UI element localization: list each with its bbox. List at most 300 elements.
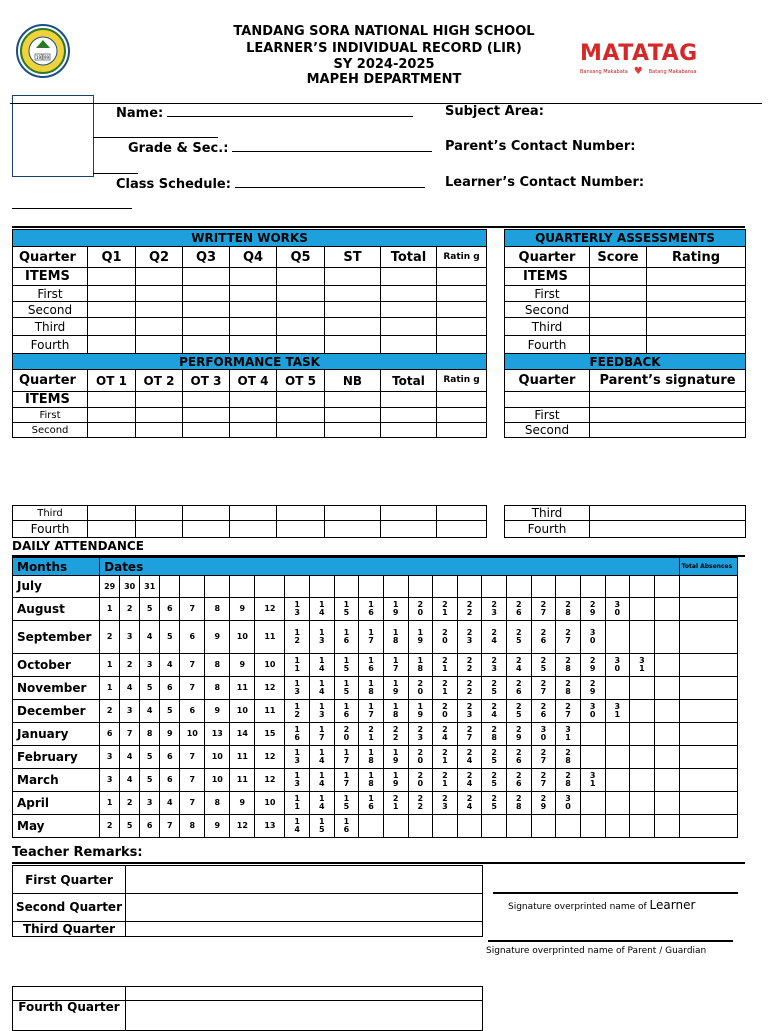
attendance-date [457,769,482,792]
date-value: 9 [214,706,221,715]
attendance-date [383,769,408,792]
date-value: 31 [614,702,621,719]
date-value: 13 [294,600,300,617]
attendance-date [654,576,679,598]
attendance-month: February [13,746,100,769]
date-value: 30 [614,656,621,673]
date-value: 28 [516,794,522,811]
date-value: 20 [417,771,424,788]
attendance-month: May [13,815,100,838]
date-value: 14 [319,794,325,811]
attendance-date [100,598,120,621]
date-value: 7 [126,729,133,738]
attendance-date [334,700,359,723]
attendance-date [285,677,310,700]
attendance-date [507,576,532,598]
pt-h-ot1: OT 1 [88,370,136,392]
date-value: 29 [516,725,522,742]
attendance-date [285,769,310,792]
remarks-separator [12,862,745,864]
date-value: 27 [540,771,547,788]
total-absences-cell[interactable] [679,792,737,815]
date-value: 21 [442,771,448,788]
date-value: 3 [126,632,133,641]
attendance-date [140,677,160,700]
date-value: 11 [236,683,248,692]
date-value: 27 [565,702,571,719]
date-value: 28 [491,725,497,742]
attendance-date [556,677,581,700]
attendance-date [310,598,335,621]
attendance-date [230,700,255,723]
date-value: 28 [565,771,571,788]
attendance-month: December [13,700,100,723]
attendance-date [230,746,255,769]
date-value: 17 [343,771,350,788]
grade-field[interactable] [232,139,432,152]
date-value: 27 [466,725,473,742]
parent-contact-label: Parent’s Contact Number: [445,139,636,154]
date-value: 13 [294,748,300,765]
total-absences-cell[interactable] [679,576,737,598]
pt-row-first: First [13,408,88,423]
date-value: 22 [466,656,473,673]
attendance-date [100,677,120,700]
total-absences-cell[interactable] [679,621,737,654]
attendance-date [100,815,120,838]
date-value: 10 [186,729,198,738]
date-value: 23 [417,725,424,742]
date-value: 5 [166,706,173,715]
attendance-date [334,723,359,746]
ww-row-second: Second [13,302,88,318]
attendance-date [120,769,140,792]
attendance-date [408,769,433,792]
date-value: 29 [589,600,596,617]
quarterly-table [504,229,746,438]
attendance-date [482,792,507,815]
attendance-date [255,598,285,621]
attendance-date [408,815,433,838]
attendance-date [457,815,482,838]
date-value: 24 [466,748,473,765]
attendance-date [230,576,255,598]
attendance-date [120,700,140,723]
date-value: 13 [319,628,325,645]
attendance-date [100,700,120,723]
attendance-date [230,654,255,677]
date-value: 30 [565,794,571,811]
date-value: 13 [294,679,300,696]
date-value: 21 [442,656,448,673]
date-value: 30 [589,628,596,645]
attendance-date [359,621,384,654]
attendance-date [334,677,359,700]
date-value: 8 [189,821,196,830]
attendance-date [310,723,335,746]
qa-row-items: ITEMS [505,268,590,286]
fb-row-blank [505,392,590,408]
attendance-date [180,792,205,815]
date-value: 8 [214,660,221,669]
name-field[interactable] [167,104,413,117]
attendance-date [605,621,630,654]
pt-h-nb: NB [325,370,381,392]
fb-row-second: Second [505,423,590,438]
remarks-q3-field[interactable] [126,922,483,937]
date-value: 10 [211,775,223,784]
attendance-date [120,654,140,677]
attendance-date [654,621,679,654]
attendance-date [359,598,384,621]
date-value: 20 [442,702,448,719]
pt-h-quarter: Quarter [13,370,88,392]
attendance-date [383,746,408,769]
date-value: 19 [417,702,424,719]
date-value: 16 [368,600,374,617]
attendance-date [482,769,507,792]
ww-h-q1: Q1 [88,247,136,268]
date-value: 25 [491,771,497,788]
attendance-date [334,621,359,654]
attendance-date [359,792,384,815]
qa-row-first: First [505,286,590,302]
attendance-date [310,792,335,815]
date-value: 10 [264,660,276,669]
attendance-date [433,621,458,654]
remarks-q1-field[interactable] [126,866,483,894]
attendance-date [408,598,433,621]
attendance-date [630,769,655,792]
attendance-date [556,700,581,723]
date-value: 11 [236,752,248,761]
attendance-date [482,746,507,769]
remarks-q4-field[interactable] [126,1001,483,1031]
date-value: 7 [189,660,196,669]
attendance-date [383,654,408,677]
separator [12,226,745,228]
attendance-date [310,621,335,654]
attendance-date [100,576,120,598]
attendance-date [531,598,556,621]
attendance-date [230,621,255,654]
attendance-date [433,769,458,792]
learner-sig-caption [508,898,695,912]
date-value: 8 [146,729,153,738]
date-value: 17 [343,748,350,765]
attendance-date [531,654,556,677]
attendance-date [580,700,605,723]
date-value: 7 [189,775,196,784]
attendance-date [359,576,384,598]
date-value: 12 [294,702,300,719]
attendance-row [13,654,738,677]
pt-h-total: Total [381,370,437,392]
attendance-date [205,598,230,621]
attendance-date [205,792,230,815]
date-value: 6 [189,706,196,715]
total-absences-cell[interactable] [679,654,737,677]
attendance-date [556,815,581,838]
attendance-date [255,654,285,677]
date-value: 10 [211,752,223,761]
attendance-date [605,746,630,769]
attendance-date [408,723,433,746]
date-value: 24 [442,725,448,742]
svg-text:19: 19 [36,55,42,60]
date-value: 26 [516,679,522,696]
attendance-date [507,654,532,677]
attendance-date [205,654,230,677]
date-value: 21 [392,794,399,811]
date-value: 9 [214,821,221,830]
attendance-date [482,677,507,700]
fb-continuation [504,505,746,538]
date-value: 3 [146,660,153,669]
attendance-date [605,677,630,700]
date-value: 2 [106,706,113,715]
attendance-row [13,598,738,621]
attendance-date [433,576,458,598]
attendance-date [334,815,359,838]
date-value: 13 [294,771,300,788]
attendance-date [285,746,310,769]
date-value: 25 [516,702,522,719]
date-value: 4 [166,798,173,807]
grade-label: Grade & Sec.: [128,141,229,156]
learner-contact-label: Learner’s Contact Number: [445,175,645,190]
date-value: 18 [368,748,374,765]
date-value: 21 [368,725,374,742]
attendance-date [605,700,630,723]
fb-row-first: First [505,408,590,423]
attendance-date [334,769,359,792]
date-value: 26 [516,600,522,617]
attendance-date [457,700,482,723]
fb-sig-fourth[interactable] [590,521,746,538]
attendance-date [334,598,359,621]
date-value: 20 [417,679,424,696]
date-value: 6 [166,775,173,784]
attendance-date [100,723,120,746]
attendance-date [180,815,205,838]
date-value: 17 [319,725,325,742]
attendance-date [556,769,581,792]
attendance-date [482,576,507,598]
date-value: 25 [491,794,497,811]
total-absences-cell[interactable] [679,677,737,700]
attendance-date [654,654,679,677]
attendance-row [13,769,738,792]
attendance-date [205,576,230,598]
attendance-row [13,677,738,700]
attendance-date [383,621,408,654]
fb-sig-third[interactable] [590,506,746,521]
date-value: 10 [236,706,248,715]
date-value: 8 [214,798,221,807]
date-value: 16 [343,628,350,645]
total-absences-cell[interactable] [679,815,737,838]
attendance-date [140,621,160,654]
total-absences-cell[interactable] [679,700,737,723]
attendance-date [580,723,605,746]
attendance-date [507,677,532,700]
ww-h-total: Total [381,247,437,268]
date-value: 30 [124,581,136,591]
qa-h-rating: Rating [647,247,746,268]
attendance-date [140,654,160,677]
date-value: 21 [442,679,448,696]
date-value: 23 [466,702,473,719]
date-value: 18 [417,656,424,673]
attendance-date [605,792,630,815]
attendance-date [140,576,160,598]
date-value: 26 [540,628,547,645]
date-value: 2 [106,632,113,641]
date-value: 30 [614,600,621,617]
attendance-date [457,598,482,621]
attendance-date [255,723,285,746]
attendance-date [160,598,180,621]
pt-row-third: Third [13,506,88,521]
attendance-title: DAILY ATTENDANCE [12,539,144,553]
attendance-date [457,654,482,677]
attendance-date [100,746,120,769]
attendance-date [556,654,581,677]
attendance-date [630,654,655,677]
fb-h-signature: Parent’s signature [590,370,746,392]
attendance-date [120,746,140,769]
attendance-date [359,769,384,792]
attendance-date [507,723,532,746]
attendance-date [630,621,655,654]
attendance-date [255,769,285,792]
date-value: 16 [294,725,300,742]
date-value: 9 [239,604,246,613]
attendance-date [140,792,160,815]
date-value: 3 [126,706,133,715]
attendance-date [433,677,458,700]
attendance-date [580,769,605,792]
attendance-date [285,621,310,654]
attendance-date [654,598,679,621]
attendance-date [285,654,310,677]
attendance-date [359,815,384,838]
fb-row-third: Third [505,506,590,521]
attendance-date [433,598,458,621]
schedule-field[interactable] [235,175,425,188]
attendance-date [507,769,532,792]
total-absences-cell[interactable] [679,769,737,792]
attendance-date [556,746,581,769]
date-value: 25 [491,679,497,696]
total-absences-cell[interactable] [679,746,737,769]
date-value: 18 [368,679,374,696]
date-value: 15 [319,817,325,834]
date-value: 3 [106,775,113,784]
date-value: 12 [294,628,300,645]
attendance-date [556,723,581,746]
remarks-title: Teacher Remarks: [12,845,143,860]
attendance-date [180,576,205,598]
attendance-date [255,677,285,700]
total-absences-cell[interactable] [679,598,737,621]
total-absences-cell[interactable] [679,723,737,746]
attendance-date [630,677,655,700]
date-value: 16 [343,702,350,719]
date-value: 6 [166,752,173,761]
logo-title: MATATAG [580,41,698,66]
date-value: 16 [368,794,374,811]
date-value: 27 [565,628,571,645]
fb-sig-first[interactable] [590,408,746,423]
learner-sig-prefix: Signature overprinted name of [508,902,647,912]
date-value: 7 [189,798,196,807]
attendance-date [160,654,180,677]
attendance-date [457,576,482,598]
pt-h-rating: Ratin g [437,370,487,392]
date-value: 12 [236,821,248,830]
fb-row-fourth: Fourth [505,521,590,538]
qa-row-second: Second [505,302,590,318]
qa-row-third: Third [505,318,590,336]
attendance-date [230,677,255,700]
department: MAPEH DEPARTMENT [306,72,462,87]
attendance-date [556,621,581,654]
date-value: 14 [236,729,248,738]
date-value: 8 [214,683,221,692]
remarks-q2-field[interactable] [126,894,483,922]
attendance-date [255,792,285,815]
date-value: 7 [189,752,196,761]
remarks-q1-label: First Quarter [13,866,126,894]
date-value: 24 [491,628,497,645]
attendance-month: July [13,576,100,598]
attendance-month: April [13,792,100,815]
attendance-date [580,654,605,677]
date-value: 17 [368,702,374,719]
remarks-q4-label: Fourth Quarter [13,1001,126,1031]
date-value: 4 [146,706,153,715]
attendance-date [630,598,655,621]
heart-icon: ♥ [633,66,643,77]
attendance-date [507,792,532,815]
attendance-date [160,815,180,838]
attendance-date [383,792,408,815]
attendance-date [180,746,205,769]
attendance-date [383,723,408,746]
attendance-date [359,746,384,769]
date-value: 28 [565,656,571,673]
attendance-date [285,792,310,815]
attendance-date [160,677,180,700]
name-row [116,104,413,121]
pt-row-fourth: Fourth [13,521,88,538]
attendance-date [180,769,205,792]
attendance-date [310,700,335,723]
date-value: 5 [146,775,153,784]
date-value: 16 [368,656,374,673]
attendance-month: January [13,723,100,746]
quarterly-title: QUARTERLY ASSESSMENTS [505,230,746,247]
date-value: 18 [392,628,399,645]
date-value: 25 [491,748,497,765]
attendance-date [310,576,335,598]
date-value: 20 [343,725,350,742]
fb-sig-second[interactable] [590,423,746,438]
date-value: 9 [166,729,173,738]
date-value: 25 [516,628,522,645]
